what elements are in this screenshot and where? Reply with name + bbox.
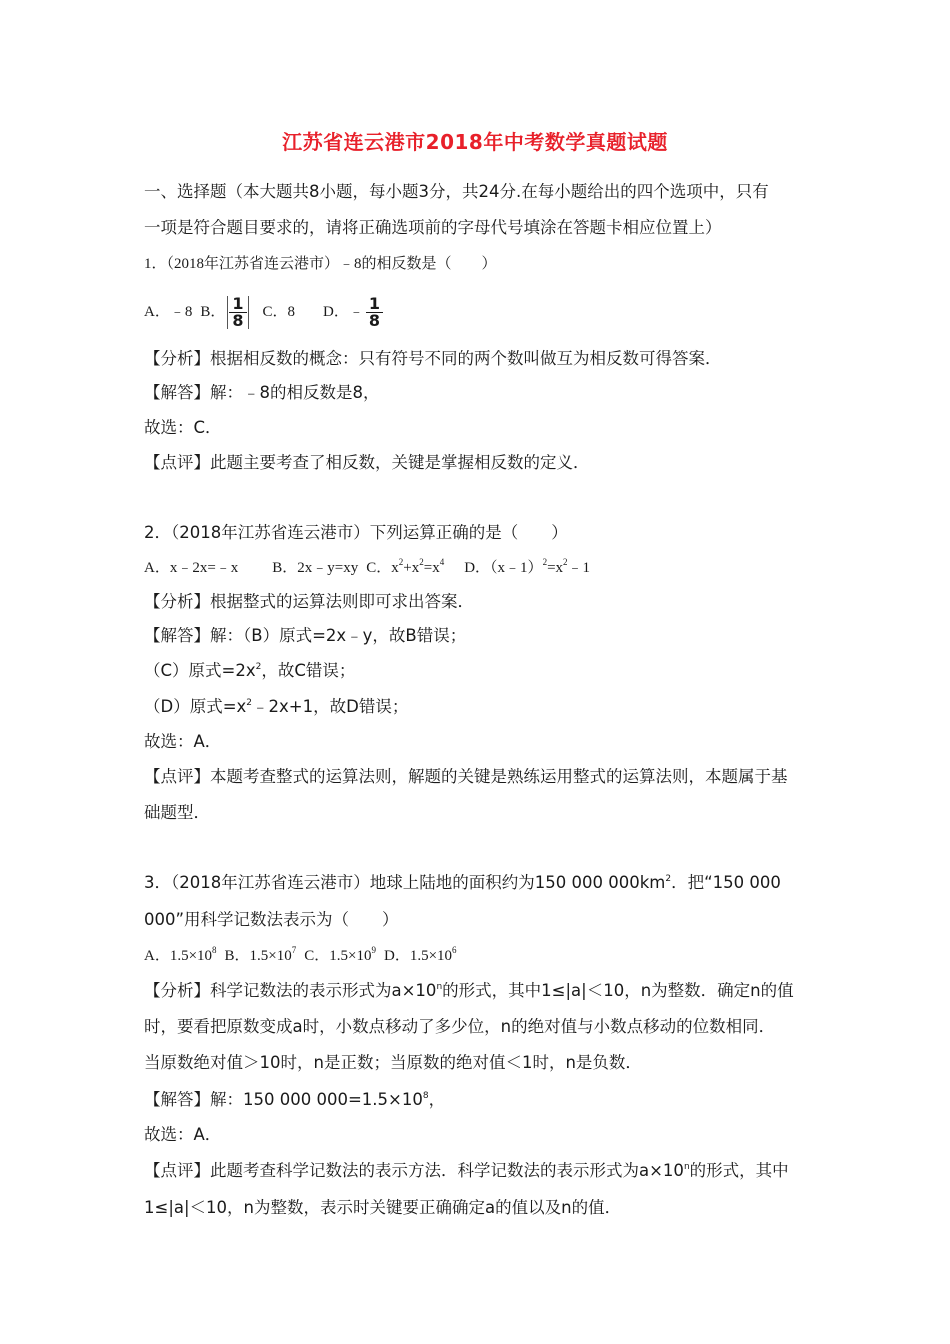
q3-stem-line-1: 3．（2018年江苏省连云港市）地球上陆地的面积约为150 000 $000km^2$．把“150 000: [144, 873, 781, 892]
q2-solution-c: （C）原式$=2x^2$，故C错误；: [144, 661, 356, 680]
fraction-numerator: 1: [366, 296, 383, 313]
fraction-numerator: 1: [229, 296, 246, 313]
q1-option-c: C．8: [262, 303, 296, 320]
q1-solution: 【解答】解：﹣8的相反数是8，: [144, 383, 380, 402]
q3-stem-line-2: 000”用科学记数法表示为（ ）: [144, 910, 399, 929]
q1-comment: 【点评】此题主要考查了相反数，关键是掌握相反数的定义．: [144, 453, 590, 472]
section-heading-line-2: 一项是符合题目要求的，请将正确选项前的字母代号填涂在答题卡相应位置上）: [144, 218, 722, 237]
q3-answer: 故选：A．: [144, 1125, 222, 1144]
q2-options: [144, 556, 590, 580]
q2-solution-b: 【解答】解：（B）原式=2x﹣y，故B错误；: [144, 626, 467, 645]
q1-stem: 1．（2018年江苏省连云港市）﹣8的相反数是（ ）: [144, 256, 497, 272]
q3-analysis-line-3: 当原数绝对值＞10时，n是正数；当原数的绝对值＜1时，n是负数．: [144, 1053, 642, 1072]
q2-solution-d: （D）原式$=x^2﹣2x+1$，故D错误；: [144, 697, 409, 716]
q1-option-b-fraction: [227, 296, 248, 329]
q3-option-a: A．$1.5\times 10^8$: [144, 945, 217, 964]
q1-option-b: B．: [200, 303, 226, 320]
document-title: 江苏省连云港市2018年中考数学真题试题: [282, 130, 668, 154]
q3-comment-line-2: 1≤|a|＜10，n为整数，表示时关键要正确确定a的值以及n的值．: [144, 1198, 622, 1217]
fraction-denominator: 8: [232, 311, 244, 330]
q3-options: [144, 944, 457, 968]
q1-options: [144, 296, 385, 329]
q1-option-a: A．﹣8: [144, 303, 193, 320]
q3-option-d: D．$1.5\times 10^6$: [383, 945, 457, 964]
q1-option-d-fraction: [366, 296, 383, 329]
q2-option-c: C．$x^2+x^2=x^4$: [366, 557, 445, 576]
q2-stem: 2．（2018年江苏省连云港市）下列运算正确的是（ ）: [144, 523, 568, 542]
q3-analysis-line-1: 【分析】科学记数法的表示形式为$a\times 10^n$的形式，其中1≤|a|＜10，n为整数．确定n的值: [144, 981, 794, 1000]
q2-option-b: B．2x﹣y=xy: [272, 560, 359, 576]
q2-option-d: D．$(x﹣1)^2=x^2﹣1$: [464, 557, 591, 576]
q3-option-b: B．$1.5\times 10^7$: [224, 945, 297, 964]
q3-comment-line-1: 【点评】此题考查科学记数法的表示方法．科学记数法的表示形式为$a\times 10^n$的形式，其中: [144, 1161, 789, 1180]
q2-option-a: A．x﹣2x=﹣x: [144, 560, 239, 576]
q2-answer: 故选：A．: [144, 732, 222, 751]
fraction-denominator: 8: [368, 311, 380, 330]
q1-analysis: 【分析】根据相反数的概念：只有符号不同的两个数叫做互为相反数可得答案．: [144, 349, 722, 368]
q1-option-d: D．﹣: [323, 303, 364, 320]
q3-analysis-line-2: 时，要看把原数变成a时，小数点移动了多少位，n的绝对值与小数点移动的位数相同．: [144, 1017, 776, 1036]
q2-comment-line-1: 【点评】本题考查整式的运算法则，解题的关键是熟练运用整式的运算法则，本题属于基: [144, 767, 788, 786]
section-heading-line-1: 一、选择题（本大题共8小题，每小题3分，共24分.在每小题给出的四个选项中，只有: [144, 182, 769, 201]
q2-analysis: 【分析】根据整式的运算法则即可求出答案．: [144, 592, 474, 611]
q3-solution: 【解答】解：150 000 $000=1.5\times 10^8$，: [144, 1090, 446, 1109]
q1-answer: 故选：C．: [144, 418, 222, 437]
q3-option-c: C．$1.5\times 10^9$: [304, 945, 376, 964]
q2-comment-line-2: 础题型．: [144, 803, 210, 822]
